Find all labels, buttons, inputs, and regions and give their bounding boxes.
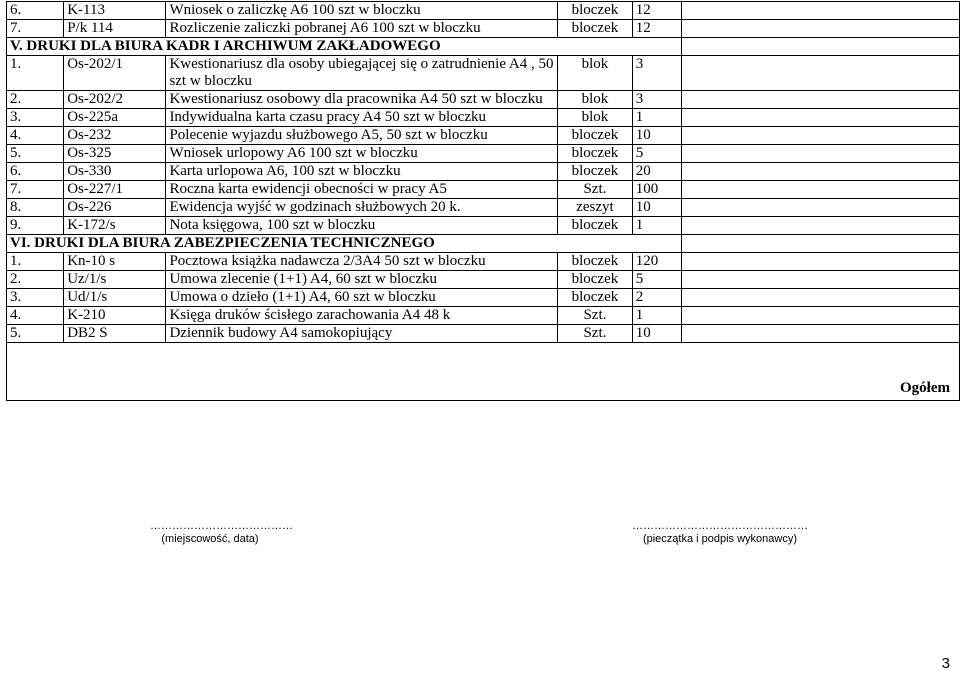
form-name: Nota księgowa, 100 szt w bloczku (166, 217, 558, 235)
empty-cell (682, 2, 960, 20)
section-header-row (7, 38, 960, 56)
quantity: 10 (632, 127, 682, 145)
form-symbol: Os-226 (64, 199, 166, 217)
row-number: 4. (7, 307, 64, 325)
signature-right (630, 520, 810, 532)
form-name: Dziennik budowy A4 samokopiujący (166, 325, 558, 343)
table-row (7, 91, 960, 109)
row-number: 8. (7, 199, 64, 217)
table-row (7, 2, 960, 20)
empty-cell (682, 163, 960, 181)
row-number: 9. (7, 217, 64, 235)
table-row (7, 325, 960, 343)
signature-left-dots: ………………………………… (150, 520, 293, 532)
unit: zeszyt (558, 199, 633, 217)
form-symbol: Os-232 (64, 127, 166, 145)
table-row (7, 20, 960, 38)
unit: bloczek (558, 145, 633, 163)
form-name: Roczna karta ewidencji obecności w pracy A5 (166, 181, 558, 199)
empty-cell (682, 253, 960, 271)
signature-left (150, 520, 293, 532)
row-number: 4. (7, 127, 64, 145)
form-name: Rozliczenie zaliczki pobranej A6 100 szt w bloczku (166, 20, 558, 38)
unit: blok (558, 91, 633, 109)
section-title: VI. DRUKI DLA BIURA ZABEZPIECZENIA TECHNICZNEGO (7, 235, 682, 253)
unit: bloczek (558, 20, 633, 38)
form-symbol: Os-225a (64, 109, 166, 127)
row-number: 1. (7, 56, 64, 91)
form-name: Kwestionariusz osobowy dla pracownika A4 50 szt w bloczku (166, 91, 558, 109)
table-row (7, 145, 960, 163)
quantity: 3 (632, 91, 682, 109)
form-name: Wniosek o zaliczkę A6 100 szt w bloczku (166, 2, 558, 20)
signature-right-dots: ………………………………………… (632, 520, 808, 532)
form-symbol: Os-330 (64, 163, 166, 181)
table-row (7, 56, 960, 91)
table-row (7, 217, 960, 235)
empty-cell (682, 181, 960, 199)
table-row (7, 181, 960, 199)
quantity: 1 (632, 109, 682, 127)
row-number: 3. (7, 289, 64, 307)
table-row (7, 289, 960, 307)
form-symbol: Os-325 (64, 145, 166, 163)
form-name: Pocztowa książka nadawcza 2/3A4 50 szt w bloczku (166, 253, 558, 271)
form-symbol: Os-202/2 (64, 91, 166, 109)
empty-cell (682, 56, 960, 91)
table-row (7, 307, 960, 325)
row-number: 3. (7, 109, 64, 127)
empty-cell (682, 235, 960, 253)
table-row (7, 109, 960, 127)
quantity: 20 (632, 163, 682, 181)
row-number: 7. (7, 181, 64, 199)
row-number: 2. (7, 271, 64, 289)
unit: bloczek (558, 127, 633, 145)
form-name: Umowa zlecenie (1+1) A4, 60 szt w bloczku (166, 271, 558, 289)
form-symbol: K-210 (64, 307, 166, 325)
unit: bloczek (558, 271, 633, 289)
unit: Szt. (558, 325, 633, 343)
unit: blok (558, 56, 633, 91)
form-name: Polecenie wyjazdu służbowego A5, 50 szt w bloczku (166, 127, 558, 145)
row-number: 2. (7, 91, 64, 109)
empty-cell (682, 307, 960, 325)
form-symbol: K-172/s (64, 217, 166, 235)
form-name: Indywidualna karta czasu pracy A4 50 szt w bloczku (166, 109, 558, 127)
quantity: 3 (632, 56, 682, 91)
row-number: 7. (7, 20, 64, 38)
row-number: 6. (7, 163, 64, 181)
quantity: 10 (632, 199, 682, 217)
quantity: 100 (632, 181, 682, 199)
empty-cell (682, 38, 960, 56)
row-number: 6. (7, 2, 64, 20)
quantity: 1 (632, 307, 682, 325)
order-table (6, 1, 960, 401)
row-number: 1. (7, 253, 64, 271)
quantity: 12 (632, 20, 682, 38)
empty-cell (682, 127, 960, 145)
form-symbol: P/k 114 (64, 20, 166, 38)
quantity: 2 (632, 289, 682, 307)
unit: bloczek (558, 289, 633, 307)
form-symbol: Uz/1/s (64, 271, 166, 289)
form-symbol: K-113 (64, 2, 166, 20)
signature-left-caption: (miejscowość, data) (161, 533, 259, 545)
table-row (7, 271, 960, 289)
section-header-row (7, 235, 960, 253)
empty-cell (682, 217, 960, 235)
row-number: 5. (7, 325, 64, 343)
form-symbol: Ud/1/s (64, 289, 166, 307)
unit: bloczek (558, 217, 633, 235)
table-row (7, 253, 960, 271)
signature-right-caption: (pieczątka i podpis wykonawcy) (642, 533, 798, 545)
unit: blok (558, 109, 633, 127)
table-row (7, 163, 960, 181)
empty-cell (682, 20, 960, 38)
unit: Szt. (558, 181, 633, 199)
quantity: 12 (632, 2, 682, 20)
unit: Szt. (558, 307, 633, 325)
form-name: Księga druków ścisłego zarachowania A4 48 k (166, 307, 558, 325)
form-name: Karta urlopowa A6, 100 szt w bloczku (166, 163, 558, 181)
form-symbol: Os-202/1 (64, 56, 166, 91)
empty-cell (682, 91, 960, 109)
quantity: 1 (632, 217, 682, 235)
section-title: V. DRUKI DLA BIURA KADR I ARCHIWUM ZAKŁADOWEGO (7, 38, 682, 56)
total-row (7, 343, 960, 401)
form-name: Wniosek urlopowy A6 100 szt w bloczku (166, 145, 558, 163)
quantity: 5 (632, 145, 682, 163)
form-name: Kwestionariusz dla osoby ubiegającej się o zatrudnienie A4 , 50 szt w bloczku (166, 56, 558, 91)
form-name: Ewidencja wyjść w godzinach służbowych 20 k. (166, 199, 558, 217)
unit: bloczek (558, 163, 633, 181)
signature-left-caption-wrap (150, 533, 270, 545)
form-symbol: Os-227/1 (64, 181, 166, 199)
form-name: Umowa o dzieło (1+1) A4, 60 szt w bloczku (166, 289, 558, 307)
quantity: 10 (632, 325, 682, 343)
quantity: 5 (632, 271, 682, 289)
empty-cell (682, 145, 960, 163)
empty-cell (682, 271, 960, 289)
empty-cell (682, 325, 960, 343)
table-row (7, 127, 960, 145)
signature-right-caption-wrap (630, 533, 810, 545)
total-label: Ogółem (7, 343, 960, 401)
empty-cell (682, 199, 960, 217)
empty-cell (682, 289, 960, 307)
table-row (7, 199, 960, 217)
form-symbol: Kn-10 s (64, 253, 166, 271)
unit: bloczek (558, 2, 633, 20)
empty-cell (682, 109, 960, 127)
quantity: 120 (632, 253, 682, 271)
unit: bloczek (558, 253, 633, 271)
page-number: 3 (941, 655, 950, 672)
form-symbol: DB2 S (64, 325, 166, 343)
row-number: 5. (7, 145, 64, 163)
